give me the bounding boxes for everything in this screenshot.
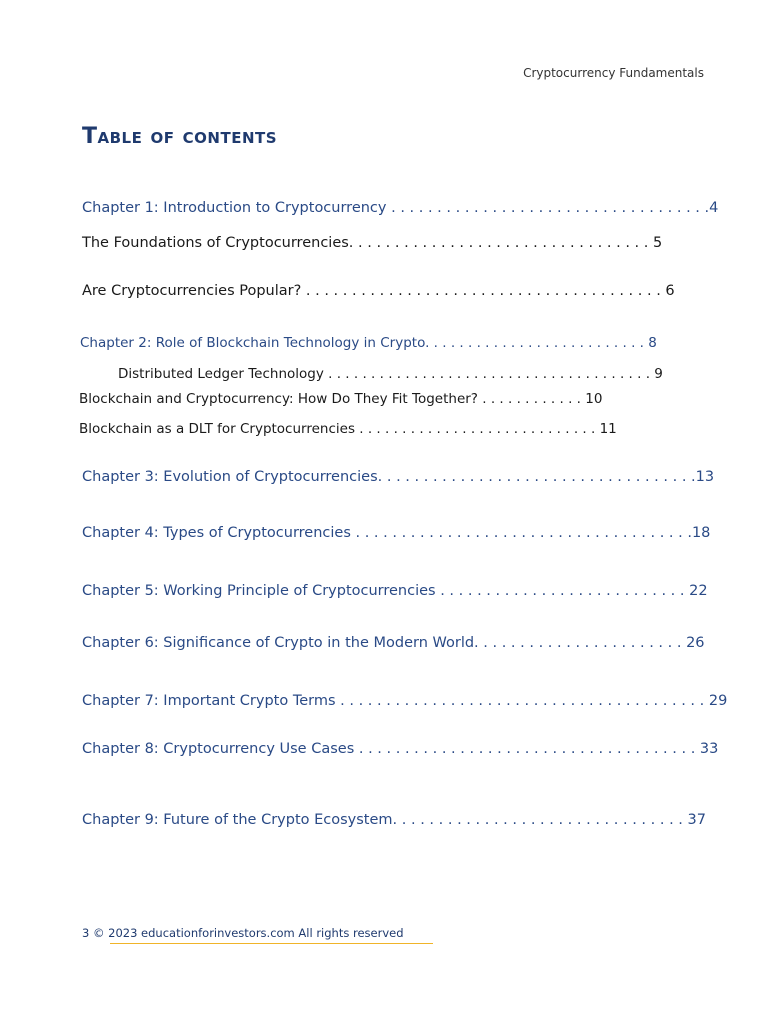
toc-entry-blockchain-crypto-fit[interactable]: Blockchain and Cryptocurrency: How Do They Fit Together? . . . . . . . . . . . . 10 [79,391,603,407]
page-footer: 3 © 2023 educationforinvestors.com All rights reserved [82,926,404,940]
toc-entry-chapter-4[interactable]: Chapter 4: Types of Cryptocurrencies . . . . . . . . . . . . . . . . . . . . . . . . . . . . . . . . . . . . .18 [82,525,711,541]
toc-entry-popular[interactable]: Are Cryptocurrencies Popular? . . . . . . . . . . . . . . . . . . . . . . . . . . . . . . . . . . . . . . . 6 [82,283,675,299]
toc-entry-foundations[interactable]: The Foundations of Cryptocurrencies. . . . . . . . . . . . . . . . . . . . . . . . . . . . . . . . . 5 [82,235,663,251]
toc-heading: Table of contents [82,124,278,149]
toc-entry-blockchain-dlt[interactable]: Blockchain as a DLT for Cryptocurrencies . . . . . . . . . . . . . . . . . . . . . . . . . . . . 11 [79,421,617,437]
toc-entry-chapter-1[interactable]: Chapter 1: Introduction to Cryptocurrency . . . . . . . . . . . . . . . . . . . . . . . . . . . . . . . . . . .4 [82,200,719,216]
page-header-title: Cryptocurrency Fundamentals [523,66,704,80]
toc-entry-chapter-5[interactable]: Chapter 5: Working Principle of Cryptocurrencies . . . . . . . . . . . . . . . . . . . . . . . . . . . 22 [82,583,708,599]
footer-rule [110,943,433,944]
toc-entry-chapter-3[interactable]: Chapter 3: Evolution of Cryptocurrencies. . . . . . . . . . . . . . . . . . . . . . . . . . . . . . . . . . .13 [82,469,715,485]
toc-entry-chapter-8[interactable]: Chapter 8: Cryptocurrency Use Cases . . . . . . . . . . . . . . . . . . . . . . . . . . . . . . . . . . . . . 33 [82,741,719,757]
toc-entry-chapter-6[interactable]: Chapter 6: Significance of Crypto in the Modern World. . . . . . . . . . . . . . . . . . . . . . . 26 [82,635,705,651]
toc-entry-chapter-9[interactable]: Chapter 9: Future of the Crypto Ecosystem. . . . . . . . . . . . . . . . . . . . . . . . . . . . . . . . 37 [82,812,706,828]
toc-entry-chapter-7[interactable]: Chapter 7: Important Crypto Terms . . . . . . . . . . . . . . . . . . . . . . . . . . . . . . . . . . . . . . . . 29 [82,693,728,709]
toc-entry-chapter-2[interactable]: Chapter 2: Role of Blockchain Technology in Crypto. . . . . . . . . . . . . . . . . . . . . . . . . . 8 [80,335,657,351]
toc-entry-distributed-ledger[interactable]: Distributed Ledger Technology . . . . . . . . . . . . . . . . . . . . . . . . . . . . . . . . . . . . . . 9 [118,366,663,382]
